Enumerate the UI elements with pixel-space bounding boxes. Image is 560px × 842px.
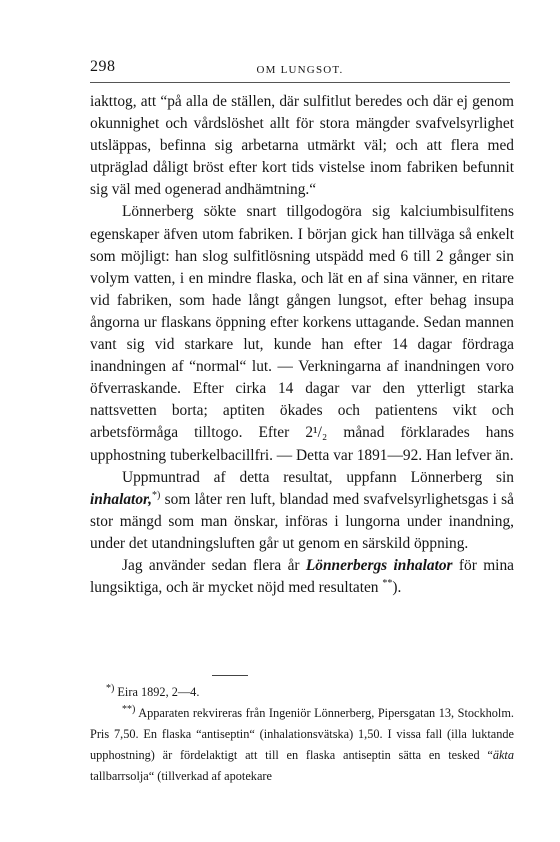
lonnerbergs-inhalator-term: Lönnerbergs inhalator (305, 556, 453, 574)
header-rule (90, 82, 510, 83)
paragraph-3-start: Uppmuntrad af detta resultat, uppfann Lönnerberg sin (122, 468, 514, 486)
footnote-2-mark: **) (122, 703, 136, 715)
footnote-1-text: Eira 1892, 2—4. (117, 685, 200, 699)
fraction-two-and-half: 2¹/₂ (305, 424, 328, 442)
footnote-2-text-end: tallbarrsolja“ (tillverkad af apotekare (90, 769, 272, 783)
footnote-2-italic: äkta (492, 748, 514, 762)
footnote-2 (90, 703, 514, 787)
paragraph-2 (90, 201, 514, 466)
running-head: OM LUNGSOT. (256, 64, 344, 76)
footnote-1-mark: *) (106, 682, 115, 694)
footnotes (90, 682, 514, 787)
page-header (90, 58, 510, 84)
footnote-ref-2: ** (382, 577, 393, 589)
paragraph-4 (90, 555, 514, 599)
body-text (90, 91, 514, 599)
footnote-2-text: Apparaten rekvireras från Ingeniör Lönnerberg, Pipersgatan 13, Stockholm. Pris 7,50. En flaska “antiseptin“ (inhalationsvätska) 1,50. I vissa fall (illa luktande upphostning) är fördelaktigt att till en flaska antiseptin sätta en tesked “ (90, 706, 514, 762)
paragraph-2-end: månad förklarades hans upphostning tuberkelbacillfri. — Detta var 1891—92. Han lefver än. (90, 424, 514, 464)
paragraph-4-close: ). (392, 579, 402, 597)
paragraph-4-start: Jag använder sedan flera år (122, 556, 300, 574)
footnote-ref-1: *) (152, 489, 161, 501)
paragraph-3 (90, 467, 514, 555)
footnote-rule (212, 675, 248, 676)
footnote-1 (90, 682, 514, 703)
page-number: 298 (90, 58, 116, 75)
paragraph-3-end: som låter ren luft, blandad med svafvelsyrlighetsgas i så stor mängd som man önskar, införas i lungorna under inandning, under det utandningsluften går ut genom en särskild öppning. (90, 490, 514, 552)
inhalator-term: inhalator, (90, 490, 153, 508)
paragraph-4-end: för mina lungsiktiga, och är mycket nöjd med resultaten (90, 556, 514, 597)
paragraph-2-text: Lönnerberg sökte snart tillgodogöra sig kalciumbisulfitens egenskaper äfven utom fabriken. I början gick han tillväga så enkelt som möjligt: han slog sulfitlösning utspädd med 6 till 2 gånger sin volym vatten, i en mindre flaska, och lät en af sina vänner, en ritare vid fabriken, som hade långt gången lungsot, efter behag insupa ångorna ur flaskans öppning efter korkens uttagande. Sedan mannen vant sig vid starkare lut, kunde han efter 14 dagar fördraga inandningen af “normal“ lut. — Verkningarna af inandningen voro öfverraskande. Efter cirka 14 dagar var den ytterligt starka nattsvetten borta; aptiten ökades och patientens vikt och arbetsförmåga tilltogo. Efter (90, 203, 514, 442)
paragraph-1: iakttog, att “på alla de ställen, där sulfitlut beredes och där ej genom okunnighet och vårdslöshet allt för stora mängder svafvelsyrlighet utsläppas, befinna sig arbetarna utmärkt väl; och att flera med utpräglad dåligt bröst efter kort tids vistelse inom fabriken befunnit sig väl med ogenerad andhämtning.“ (90, 93, 514, 199)
